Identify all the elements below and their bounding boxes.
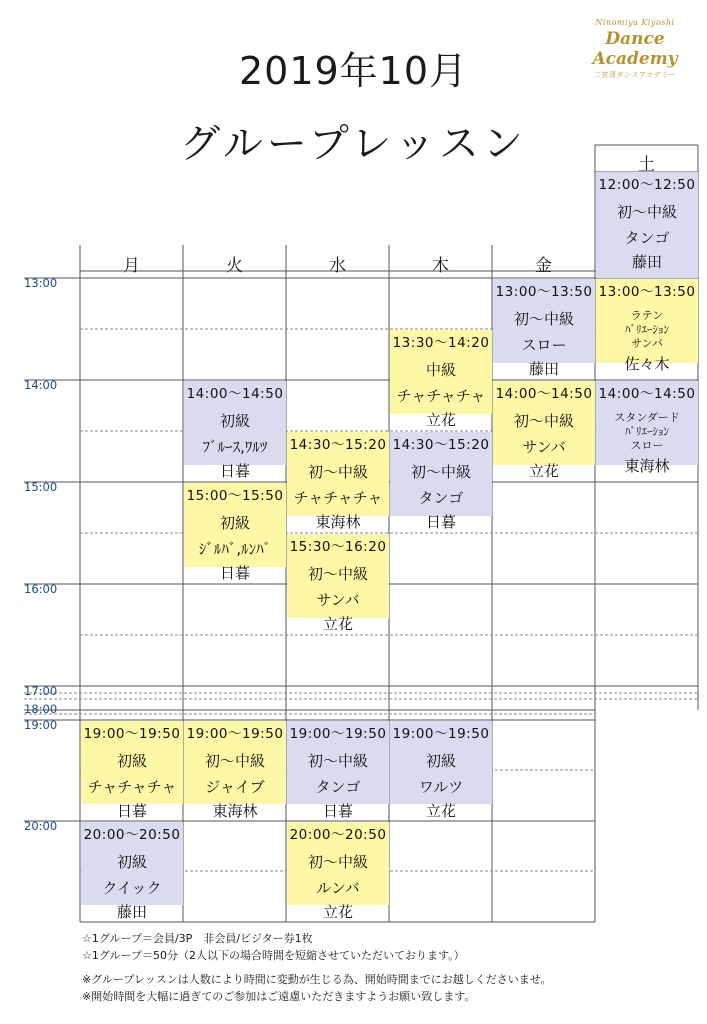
lesson-teacher: 立花 [322,903,353,921]
lesson-level: 初級 [219,514,250,532]
note-line: ※グループレッスンは人数により時間に変動が生じる為、開始時間までにお越しくださいませ。 [82,973,552,986]
lesson-level: 初～中級 [410,463,471,481]
lesson-dance: タンゴ [624,229,670,247]
lesson-block [287,822,389,921]
hour-label: 13:00 [24,276,58,290]
lesson-dance: スロー [521,336,567,354]
lesson-block [81,721,183,820]
page-subtitle: グループレッスン [180,121,527,167]
lesson-time: 20:00～20:50 [83,827,181,843]
lesson-dance: タンゴ [315,778,361,796]
day-header: 金 [535,256,552,276]
lesson-dance: ワルツ [418,778,464,796]
lesson-block [390,432,492,531]
lesson-time: 19:00～19:50 [83,726,181,742]
lesson-teacher: 東海林 [315,513,361,531]
lesson-level: 初級 [116,752,147,770]
lesson-dance: ﾌﾞﾙｰｽ,ﾜﾙﾂ [202,438,268,456]
lesson-dance: ﾊﾞﾘｴｰｼｮﾝ サンバ [625,323,669,351]
lesson-time: 15:00～15:50 [186,488,284,504]
lesson-block [287,432,389,531]
lesson-block [81,822,183,921]
lesson-time: 19:00～19:50 [289,726,387,742]
lesson-level: 初級 [219,412,250,430]
lesson-level: 初～中級 [307,752,368,770]
lesson-dance: チャチャチャ [293,489,383,507]
hour-label: 17:00 [24,684,58,698]
lesson-block [184,381,286,480]
lesson-level: 中級 [425,361,456,379]
lesson-time: 14:00～14:50 [495,386,593,402]
lesson-block [493,279,595,378]
lesson-teacher: 佐々木 [624,355,670,373]
lesson-teacher: 東海林 [212,802,258,820]
lesson-level: 初～中級 [307,853,368,871]
lesson-block [390,330,492,429]
lesson-block [390,721,492,820]
lesson-dance: クイック [102,879,162,897]
lesson-block [596,279,698,373]
lesson-time: 13:30～14:20 [392,335,490,351]
lesson-time: 13:00～13:50 [598,284,696,300]
lesson-teacher: 立花 [528,462,559,480]
day-header: 火 [226,256,243,276]
lesson-time: 15:30～16:20 [289,539,387,555]
lesson-teacher: 東海林 [624,457,670,475]
lesson-teacher: 日暮 [219,564,250,582]
lesson-level: 初級 [425,752,456,770]
lesson-block [287,721,389,820]
day-header: 月 [123,256,140,276]
lesson-time: 20:00～20:50 [289,827,387,843]
lesson-teacher: 日暮 [425,513,456,531]
lesson-dance: チャチャチャ [396,387,486,405]
lesson-level: 初～中級 [513,310,574,328]
lesson-level: 初～中級 [616,203,677,221]
day-header: 土 [638,155,655,175]
lesson-dance: タンゴ [418,489,464,507]
logo-title: Dance Academy [592,29,678,69]
note-line: ☆1グループ＝会員/3P 非会員/ビジター券1枚 [82,932,313,945]
day-header: 木 [432,256,449,276]
lesson-block [596,381,698,475]
lesson-time: 14:30～15:20 [392,437,490,453]
lesson-teacher: 藤田 [528,360,559,378]
lesson-block [287,534,389,633]
lesson-teacher: 立花 [322,615,353,633]
lesson-block [184,483,286,582]
lesson-dance: サンバ [522,438,566,456]
logo-name: Ninomiya Kiyoshi [595,18,675,27]
note-line: ☆1グループ＝50分（2人以下の場合時間を短縮させていただいております。） [82,949,465,962]
lesson-time: 14:00～14:50 [186,386,284,402]
lesson-teacher: 立花 [425,802,456,820]
lesson-teacher: 日暮 [219,462,250,480]
lesson-dance: サンバ [316,591,360,609]
lesson-dance: ｼﾞﾙﾊﾞ,ﾙﾝﾊﾞ [198,540,272,558]
lesson-dance: ﾊﾞﾘｴｰｼｮﾝ スロー [625,425,669,453]
lesson-teacher: 立花 [425,411,456,429]
lesson-level: 初～中級 [307,463,368,481]
hour-label: 20:00 [24,819,58,833]
lesson-teacher: 藤田 [116,903,147,921]
lesson-time: 19:00～19:50 [392,726,490,742]
page-title: 2019年10月 [238,49,469,93]
lesson-block [184,721,286,820]
note-line: ※開始時間を大幅に過ぎてのご参加はご遠慮いただきますようお願い致します。 [82,990,476,1003]
lesson-block [493,381,595,480]
hour-label: 15:00 [24,480,58,494]
hour-label: 16:00 [24,582,58,596]
day-header: 水 [329,256,346,276]
lesson-time: 19:00～19:50 [186,726,284,742]
lesson-level: 初級 [116,853,147,871]
lesson-teacher: 藤田 [631,253,662,271]
lesson-dance: ルンバ [316,879,360,897]
hour-label: 14:00 [24,378,58,392]
lesson-time: 14:00～14:50 [598,386,696,402]
lesson-time: 12:00～12:50 [598,177,696,193]
lesson-dance: ジャイブ [205,778,265,796]
lesson-level: スタンダード [614,411,680,424]
lesson-time: 13:00～13:50 [495,284,593,300]
lesson-level: 初～中級 [307,565,368,583]
lesson-block [596,172,698,278]
logo-subtitle: 二宮清ダンスアカデミー [593,71,677,79]
lesson-dance: チャチャチャ [87,778,177,796]
hour-label: 19:00 [24,718,58,732]
hour-label: 18:00 [24,702,58,716]
lesson-level: 初～中級 [513,412,574,430]
lesson-level: 初～中級 [204,752,265,770]
lesson-level: ラテン [630,309,664,322]
lesson-teacher: 日暮 [322,802,353,820]
lesson-time: 14:30～15:20 [289,437,387,453]
lesson-teacher: 日暮 [116,802,147,820]
